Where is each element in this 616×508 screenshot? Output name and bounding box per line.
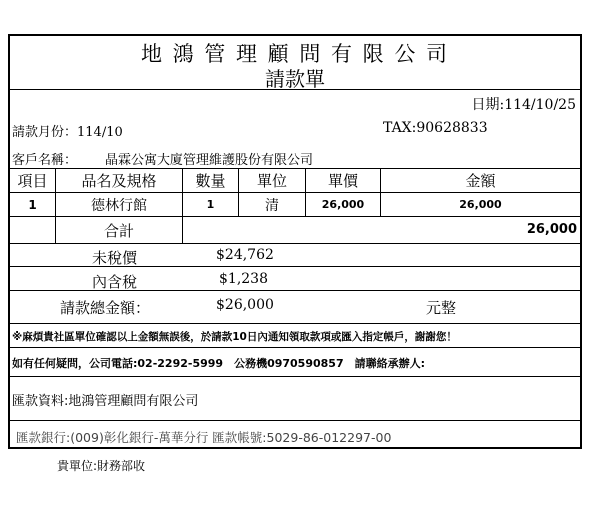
header-amount: 金額 <box>465 172 496 190</box>
pretax-value: $24,762 <box>216 247 274 263</box>
notice-row <box>10 324 580 348</box>
total-row <box>10 291 580 324</box>
contact-row <box>10 348 580 377</box>
document-title: 請款單 <box>265 67 325 91</box>
company-name: 地 鴻 管 理 顧 問 有 限 公 司 <box>140 42 450 66</box>
table-row <box>10 193 580 217</box>
bank-row <box>10 421 580 449</box>
pretax-row <box>10 244 580 267</box>
invoice-date: 日期:114/10/25 <box>471 97 576 113</box>
bank-info: 匯款銀行:(009)彰化銀行-萬華分行 匯款帳號:5029-86-012297-00 <box>16 430 392 445</box>
row-product-name: 德林行館 <box>56 193 183 216</box>
remittance-row <box>10 377 580 421</box>
billing-month: 請款月份：114/10 <box>12 125 123 140</box>
header-unit: 單位 <box>239 169 306 192</box>
footer-recipient: 貴單位:財務部收 <box>57 459 146 473</box>
tax-value: $1,238 <box>219 271 268 287</box>
row-item-number: 1 <box>10 193 56 216</box>
contact-info: 如有任何疑問，公司電話:02-2292-5999 公務機0970590857 請聯絡承辦人: <box>12 357 426 370</box>
invoice-sheet <box>8 34 582 449</box>
subtotal-value: 26,000 <box>526 222 577 237</box>
header-product: 品名及規格 <box>56 169 183 192</box>
subtotal-label: 合計 <box>56 217 183 243</box>
header-quantity: 數量 <box>183 169 239 192</box>
subtotal-spacer <box>10 217 56 243</box>
total-suffix: 元整 <box>426 299 457 317</box>
header-unit-price: 單價 <box>306 169 381 192</box>
table-header-row <box>10 168 580 193</box>
total-value: $26,000 <box>216 297 274 313</box>
tax-row <box>10 267 580 291</box>
customer-label: 客戶名稱： <box>12 153 78 168</box>
payment-notice: ※麻煩貴社區單位確認以上金額無誤後，於請款10日內通知領取款項或匯入指定帳戶，謝謝您！ <box>12 331 457 343</box>
row-unit-price: 26,000 <box>306 193 381 216</box>
row-quantity: 1 <box>183 193 239 216</box>
pretax-label: 未稅價 <box>92 249 138 267</box>
invoice-header <box>10 36 580 90</box>
remittance-name: 匯款資料:地鴻管理顧問有限公司 <box>12 394 199 409</box>
row-unit: 清 <box>239 193 306 216</box>
row-amount: 26,000 <box>459 198 502 211</box>
total-label: 請款總金額： <box>60 299 151 317</box>
tax-label: 內含稅 <box>92 273 138 291</box>
tax-id: TAX:90628833 <box>383 120 488 136</box>
customer-name: 晶霖公寓大廈管理維護股份有限公司 <box>105 153 314 168</box>
subtotal-row <box>10 217 580 244</box>
header-item: 項目 <box>10 169 56 192</box>
